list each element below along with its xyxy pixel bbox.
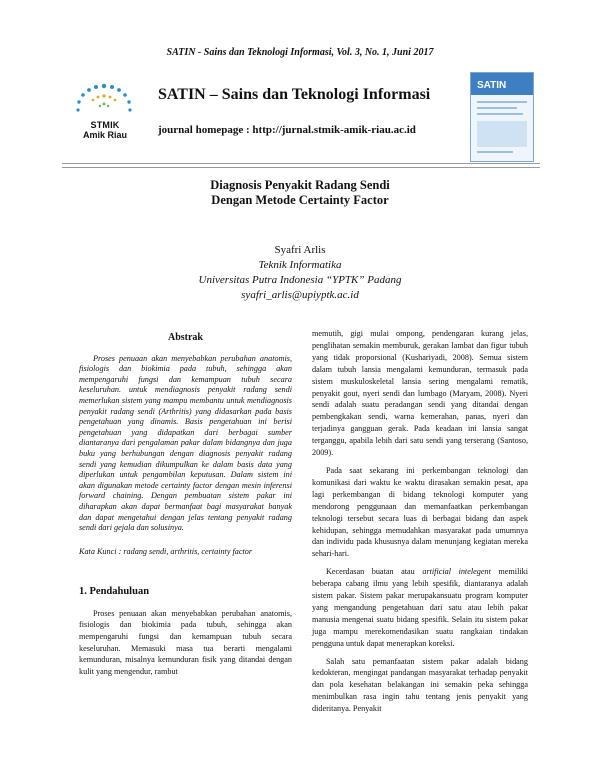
logo-text-stmik: STMIK xyxy=(90,120,120,130)
section-heading-pendahuluan: 1. Pendahuluan xyxy=(79,586,150,598)
header-rule-bottom xyxy=(62,167,540,168)
author-department: Teknik Informatika xyxy=(258,259,342,271)
journal-homepage: journal homepage : http://jurnal.stmik-amik-riau.ac.id xyxy=(158,124,416,136)
journal-cover-thumbnail xyxy=(470,72,534,162)
body-paragraph-4: Salah satu pemanfaatan sistem pakar adalah bidang kedokteran, mengingat pandangan masyarakat terhadap penyakit dan pola kesehatan belakangan ini semakin peka sehingga menimbulkan rasa ingin tahu tentang jenis penyakit yang dideritanya. Penyakit xyxy=(312,656,528,714)
body-paragraph-3 xyxy=(312,566,528,649)
abstract-body: Proses penuaan akan menyebabkan perubahan anatomis, fisiologis dan biokimia pada tubuh, sehingga akan mempengaruhi fungsi dan kemampuan tubuh secara keseluruhan. untuk mendiagnosis penyakit radang sendi memerlukan sistem yang mampu membantu untuk mendiagnosis penyakit radang sendi (Arthritis) yang didasarkan pada basis pengetahuan yang dinamis. Basis pengetahuan ini berisi pengetahuan yang didapatkan dari berbagai sumber diantaranya dari pengalaman pakar dalam bidangnya dan juga buku yang berhubungan dengan diagnosis penyakit radang sendi yang kemudian dikumpulkan ke dalam basis data yang diperlukan untuk pengambilan keputusan. Dalam sistem ini akan digunakan metode certainty factor dengan mesin inferensi forward chaining. Dengan pembuatan sistem pakar ini diharapkan akan dapat bermanfaat bagi masyarakat banyak dan dapat mengetahui dengan jelas tentang penyakit radang sendi dari gejala dan solusinya. xyxy=(79,353,292,533)
keywords: Kata Kunci : radang sendi, arthritis, certainty factor xyxy=(79,546,253,556)
author-block xyxy=(0,243,600,303)
para3-italic-term: artificial intelegent xyxy=(422,567,491,577)
abstract-heading: Abstrak xyxy=(167,332,203,343)
header-rule-top xyxy=(62,163,540,164)
body-paragraph-1: memutih, gigi mulai ompong, pendengaran kurang jelas, penglihatan semakin memburuk, gerakan lambat dan figur tubuh yang tidak proporsional (Kushariyadi, 2008). Semua sistem dalam tubuh lansia mengalami kemunduran, termasuk pada sistem muskuloskeletal lansia sering mengalami rematik, penyakit gout, nyeri sendi dan lumbago (Maryam, 2008). Nyeri sendi adalah suatu peradangan sendi yang ditandai dengan pembengkakan sendi, warna kemerahan, panas, nyeri dan terjadinya gangguan gerak. Pada keadaan ini lansia sangat terganggu, apabila lebih dari satu sendi yang terserang (Santoso, 2009). xyxy=(312,329,528,458)
paper-title xyxy=(0,178,600,208)
journal-title: SATIN – Sains dan Teknologi Informasi xyxy=(158,86,431,103)
right-column xyxy=(312,328,528,715)
cover-art-icon xyxy=(471,73,533,161)
para3-text-start: Kecerdasan buatan atau xyxy=(326,567,423,577)
logo-text-amik-riau: Amik Riau xyxy=(82,130,127,140)
author-university: Universitas Putra Indonesia “YPTK” Padang xyxy=(198,274,402,286)
paper-title-line-2: Dengan Metode Certainty Factor xyxy=(211,193,389,207)
author-name: Syafri Arlis xyxy=(274,244,326,256)
para3-text-end: memiliki beberapa cabang ilmu yang lebih spesifik, diantaranya adalah sistem pakar. Sistem pakar merupakansuatu program komputer yang mengandung pengetahuan dari satu atau lebih pakar manusia mengenai suatu bidang spesifik. Selain itu sistem pakar juga mampu merekomendasikan suatu rangkaian tindakan pengguna untuk dapat menerapkan koreksi. xyxy=(312,567,528,648)
cover-label: SATIN xyxy=(477,80,507,91)
body-paragraph-2: Pada saat sekarang ini perkembangan teknologi dan komunikasi dari waktu ke waktu dirasakan semakin pesat, apa lagi perkembangan di bidang teknologi komputer yang mendorong penggunaan dan memanfaatkan perkembangan teknologi tersebut secara luas di berbagai bidang dan aspek kehidupan, sehingga memudahkan masyarakat pada umumnya dan individu pada khususnya dalam menunjang kegiatan mereka sehari-hari. xyxy=(312,465,528,559)
author-email: syafri_arlis@upiyptk.ac.id xyxy=(241,289,359,301)
paper-title-line-1: Diagnosis Penyakit Radang Sendi xyxy=(210,178,390,192)
section-paragraph: Proses penuaan akan menyebabkan perubahan anatomis, fisiologis dan biokimia pada tubuh, sehingga akan mempengaruhi fungsi dan kemampuan tubuh secara keseluruhan. Memasuki masa tua berarti mengalami kemunduran, misalnya kemunduran fisik yang ditandai dengan kulit yang mengendur, rambut xyxy=(79,608,292,676)
left-column xyxy=(79,333,292,677)
running-header: SATIN - Sains dan Teknologi Informasi, Vol. 3, No. 1, Juni 2017 xyxy=(166,47,434,58)
